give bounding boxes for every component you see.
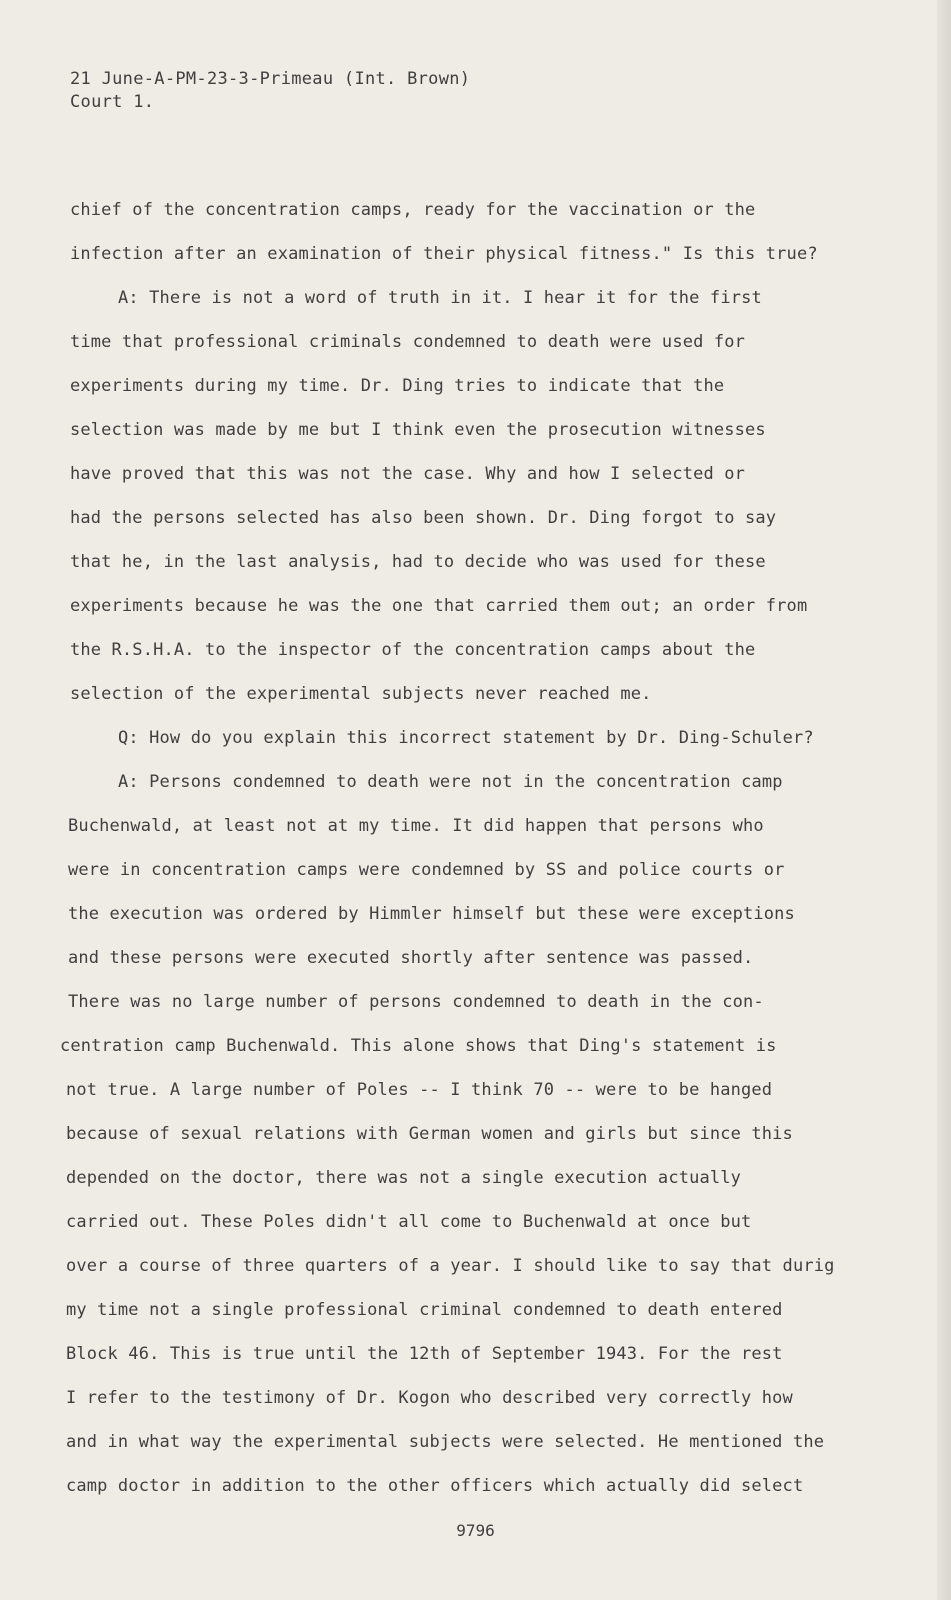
transcript-line: had the persons selected has also been shown. Dr. Ding forgot to say	[70, 508, 777, 528]
transcript-line: because of sexual relations with German women and girls but since this	[66, 1124, 793, 1144]
transcript-line: I refer to the testimony of Dr. Kogon who described very correctly how	[66, 1388, 793, 1408]
transcript-line: experiments because he was the one that carried them out; an order from	[70, 596, 808, 616]
transcript-line: over a course of three quarters of a year. I should like to say that durig	[66, 1256, 835, 1276]
transcript-line: depended on the doctor, there was not a single execution actually	[66, 1168, 742, 1188]
transcript-line: camp doctor in addition to the other officers which actually did select	[66, 1476, 804, 1496]
transcript-line: carried out. These Poles didn't all come to Buchenwald at once but	[66, 1212, 752, 1232]
transcript-line: and these persons were executed shortly after sentence was passed.	[68, 948, 754, 968]
transcript-line: Q: How do you explain this incorrect statement by Dr. Ding-Schuler?	[118, 728, 814, 748]
transcript-line: selection of the experimental subjects never reached me.	[70, 684, 652, 704]
header-court: Court 1.	[70, 92, 155, 112]
page-number: 9796	[456, 1521, 495, 1540]
transcript-line: have proved that this was not the case. Why and how I selected or	[70, 464, 746, 484]
transcript-line: infection after an examination of their physical fitness." Is this true?	[70, 244, 818, 264]
transcript-line: Block 46. This is true until the 12th of September 1943. For the rest	[66, 1344, 783, 1364]
header-reference: 21 June-A-PM-23-3-Primeau (Int. Brown)	[70, 69, 471, 89]
transcript-line: and in what way the experimental subjects were selected. He mentioned the	[66, 1432, 825, 1452]
transcript-line: Buchenwald, at least not at my time. It did happen that persons who	[68, 816, 764, 836]
transcript-line: selection was made by me but I think even the prosecution witnesses	[70, 420, 766, 440]
transcript-line: the execution was ordered by Himmler himself but these were exceptions	[68, 904, 795, 924]
transcript-line: my time not a single professional criminal condemned to death entered	[66, 1300, 783, 1320]
transcript-line: experiments during my time. Dr. Ding tries to indicate that the	[70, 376, 725, 396]
transcript-line: centration camp Buchenwald. This alone shows that Ding's statement is	[60, 1036, 777, 1056]
transcript-line: A: There is not a word of truth in it. I hear it for the first	[118, 288, 762, 308]
transcript-line: were in concentration camps were condemned by SS and police courts or	[68, 860, 785, 880]
transcript-line: that he, in the last analysis, had to decide who was used for these	[70, 552, 766, 572]
transcript-line: There was no large number of persons condemned to death in the con-	[68, 992, 764, 1012]
transcript-line: time that professional criminals condemned to death were used for	[70, 332, 746, 352]
page-edge-shadow	[937, 0, 951, 1600]
document-header	[70, 68, 470, 114]
transcript-line: A: Persons condemned to death were not in the concentration camp	[118, 772, 783, 792]
transcript-line: not true. A large number of Poles -- I think 70 -- were to be hanged	[66, 1080, 773, 1100]
transcript-line: the R.S.H.A. to the inspector of the concentration camps about the	[70, 640, 756, 660]
transcript-line: chief of the concentration camps, ready for the vaccination or the	[70, 200, 756, 220]
